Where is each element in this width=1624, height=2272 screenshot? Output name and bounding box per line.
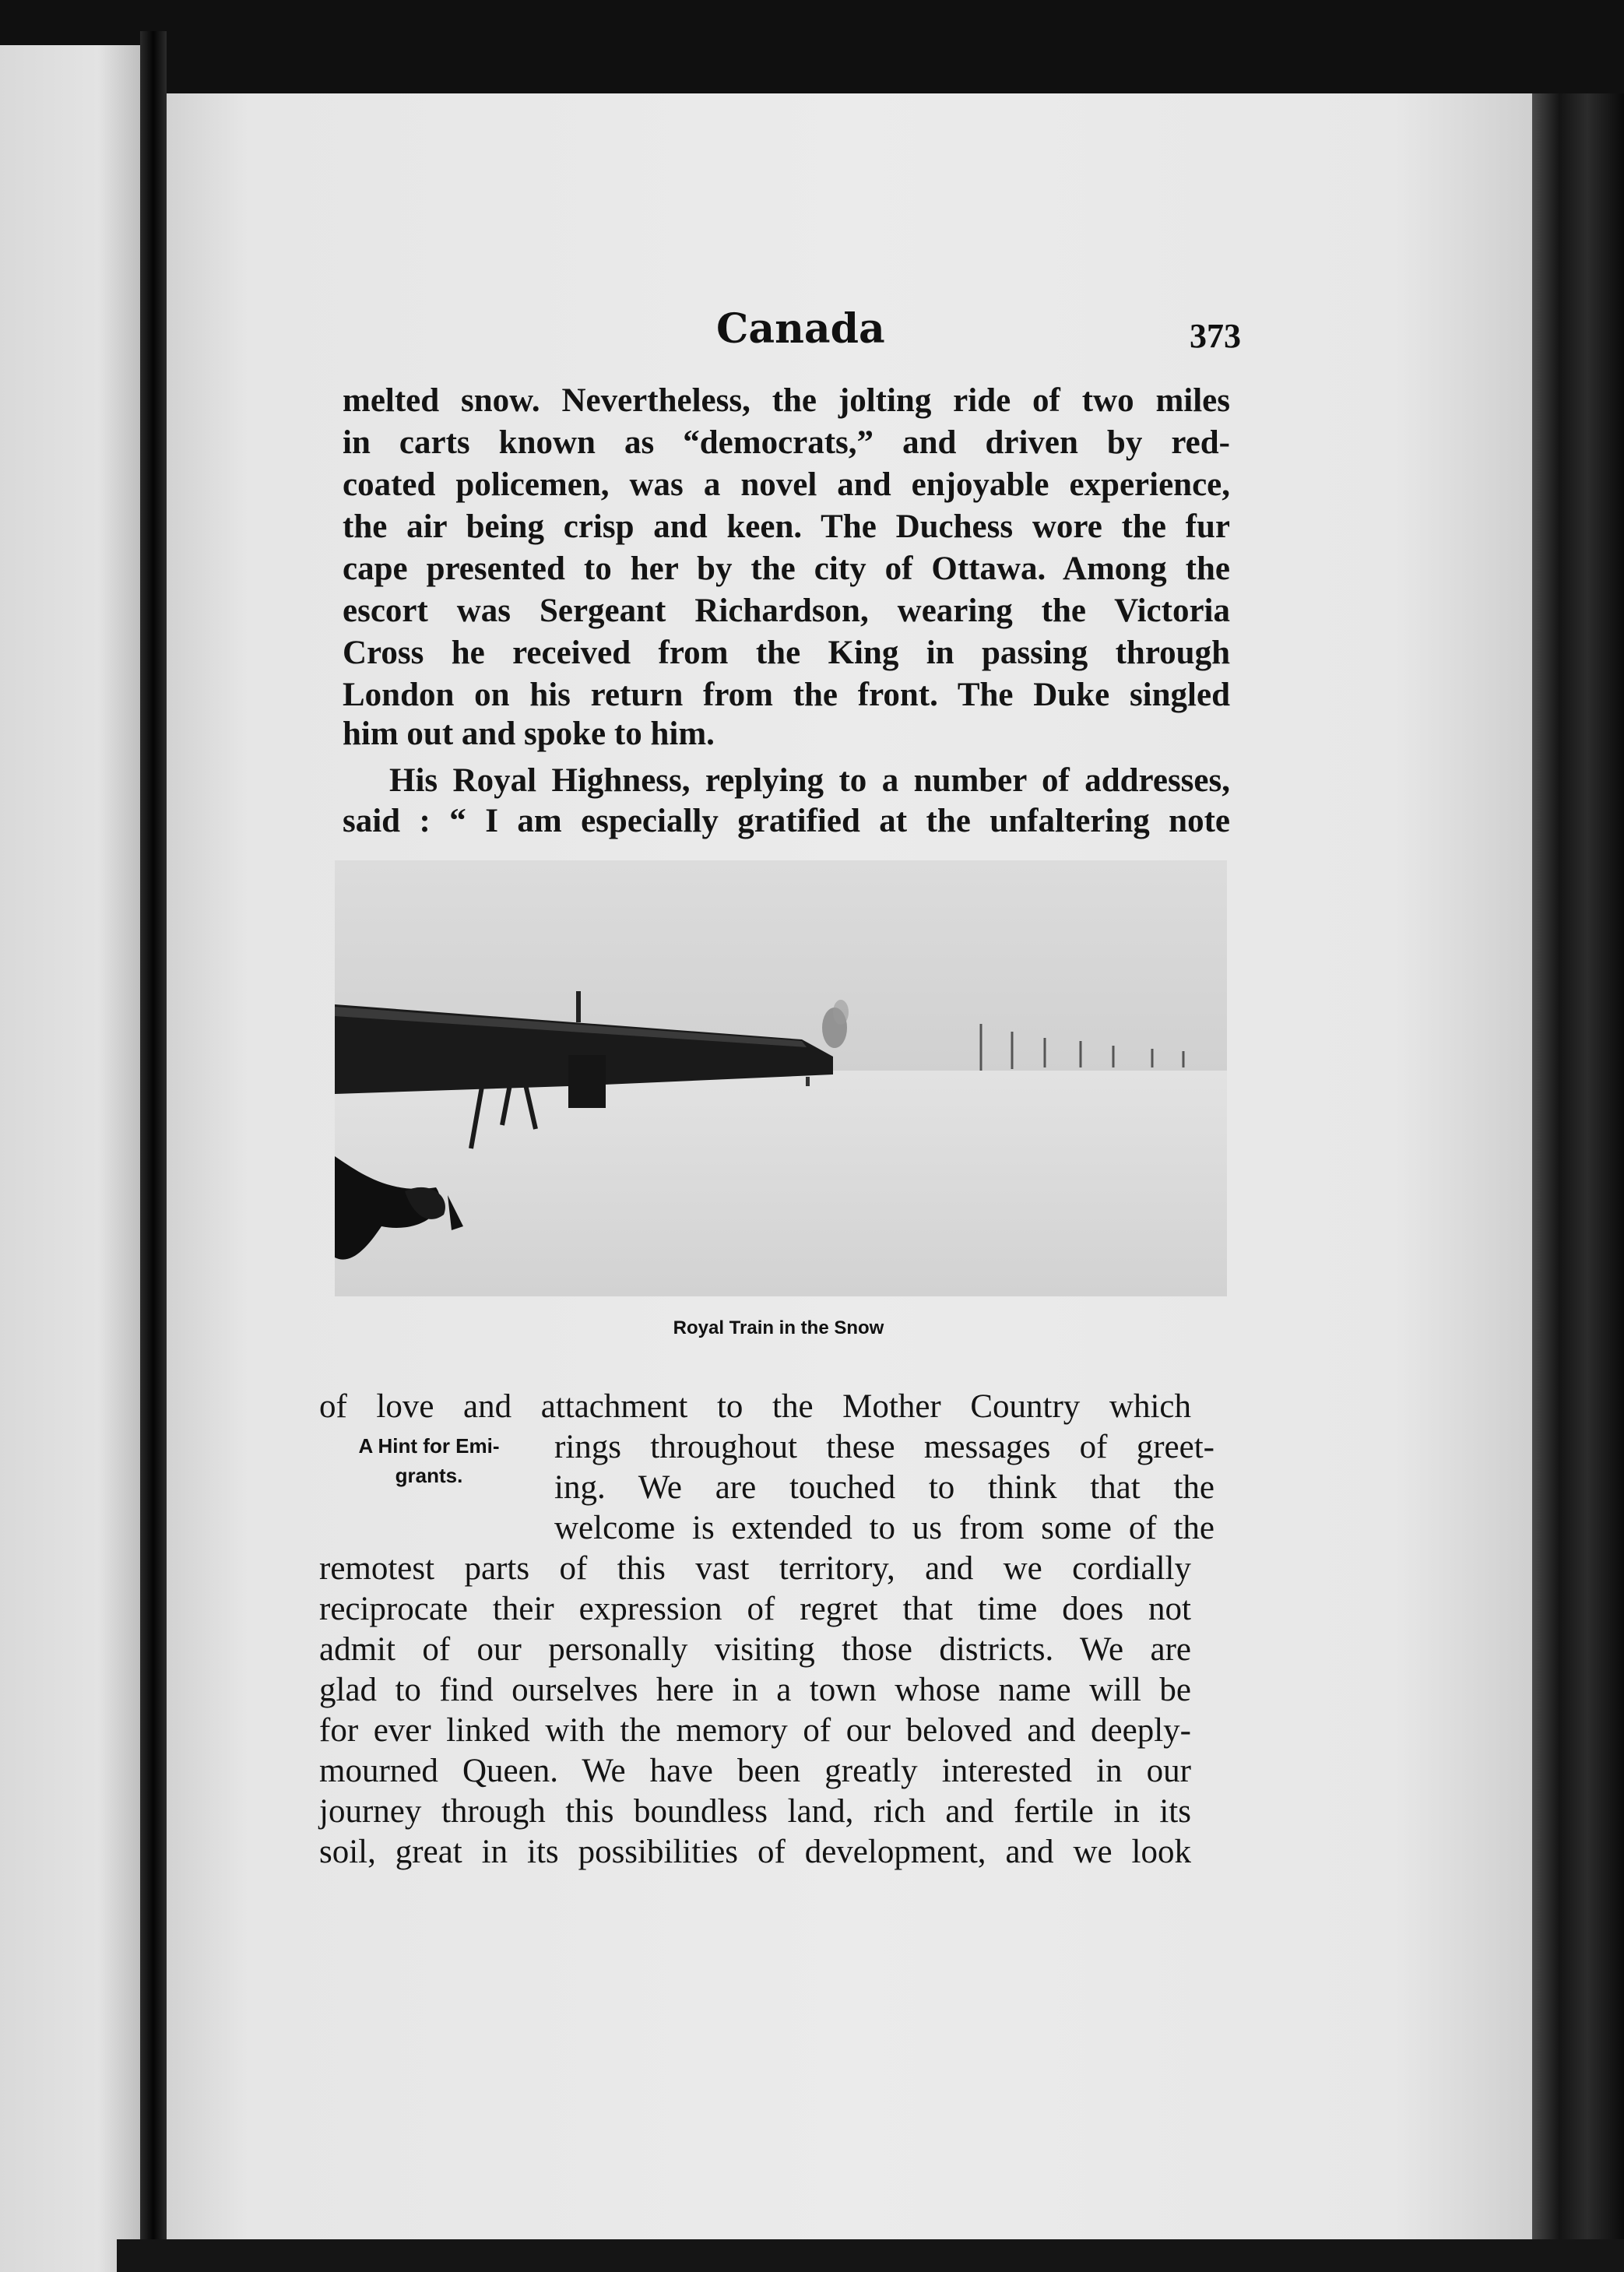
text-line: reciprocate their expression of regret that time does not bbox=[319, 1591, 1191, 1627]
text-line: admit of our personally visiting those districts. We are bbox=[319, 1631, 1191, 1668]
marginal-note bbox=[332, 1431, 526, 1490]
marginal-note-line: grants. bbox=[395, 1464, 463, 1487]
text-line: Cross he received from the King in passing through bbox=[343, 635, 1230, 671]
facing-page-edge bbox=[0, 45, 140, 2272]
photograph-royal-train bbox=[335, 860, 1227, 1296]
text-line: glad to find ourselves here in a town whose name will be bbox=[319, 1672, 1191, 1708]
text-line: him out and spoke to him. bbox=[343, 716, 715, 752]
text-line: journey through this boundless land, rich and fertile in its bbox=[319, 1793, 1191, 1830]
text-line: of love and attachment to the Mother Country which bbox=[319, 1388, 1191, 1425]
text-line: escort was Sergeant Richardson, wearing the Victoria bbox=[343, 593, 1230, 629]
page-number: 373 bbox=[1190, 317, 1241, 355]
page-stack-edge bbox=[1532, 93, 1624, 2272]
text-line: His Royal Highness, replying to a number of addresses, bbox=[389, 762, 1230, 799]
text-line: melted snow. Nevertheless, the jolting ride of two miles bbox=[343, 382, 1230, 419]
figure-caption: Royal Train in the Snow bbox=[673, 1317, 884, 1338]
scan-bottom-edge bbox=[117, 2239, 1624, 2272]
text-line: rings throughout these messages of greet- bbox=[554, 1429, 1214, 1465]
text-line: ing. We are touched to think that the bbox=[554, 1469, 1214, 1506]
text-line: coated policemen, was a novel and enjoyable experience, bbox=[343, 466, 1230, 503]
text-line: the air being crisp and keen. The Duchess wore the fur bbox=[343, 508, 1230, 545]
running-head: Canada bbox=[716, 305, 885, 353]
text-line: soil, great in its possibilities of development, and we look bbox=[319, 1834, 1191, 1870]
marginal-note-line: A Hint for Emi- bbox=[358, 1434, 500, 1458]
text-line: London on his return from the front. The Duke singled bbox=[343, 677, 1230, 713]
text-line: welcome is extended to us from some of the bbox=[554, 1510, 1214, 1546]
text-line: said : “ I am especially gratified at the unfaltering note bbox=[343, 803, 1230, 839]
book-gutter bbox=[140, 31, 167, 2272]
text-line: mourned Queen. We have been greatly interested in our bbox=[319, 1753, 1191, 1789]
text-line: for ever linked with the memory of our beloved and deeply- bbox=[319, 1712, 1191, 1749]
text-line: in carts known as “democrats,” and driven by red- bbox=[343, 424, 1230, 461]
text-line: cape presented to her by the city of Ottawa. Among the bbox=[343, 550, 1230, 587]
text-line: remotest parts of this vast territory, and we cordially bbox=[319, 1550, 1191, 1587]
